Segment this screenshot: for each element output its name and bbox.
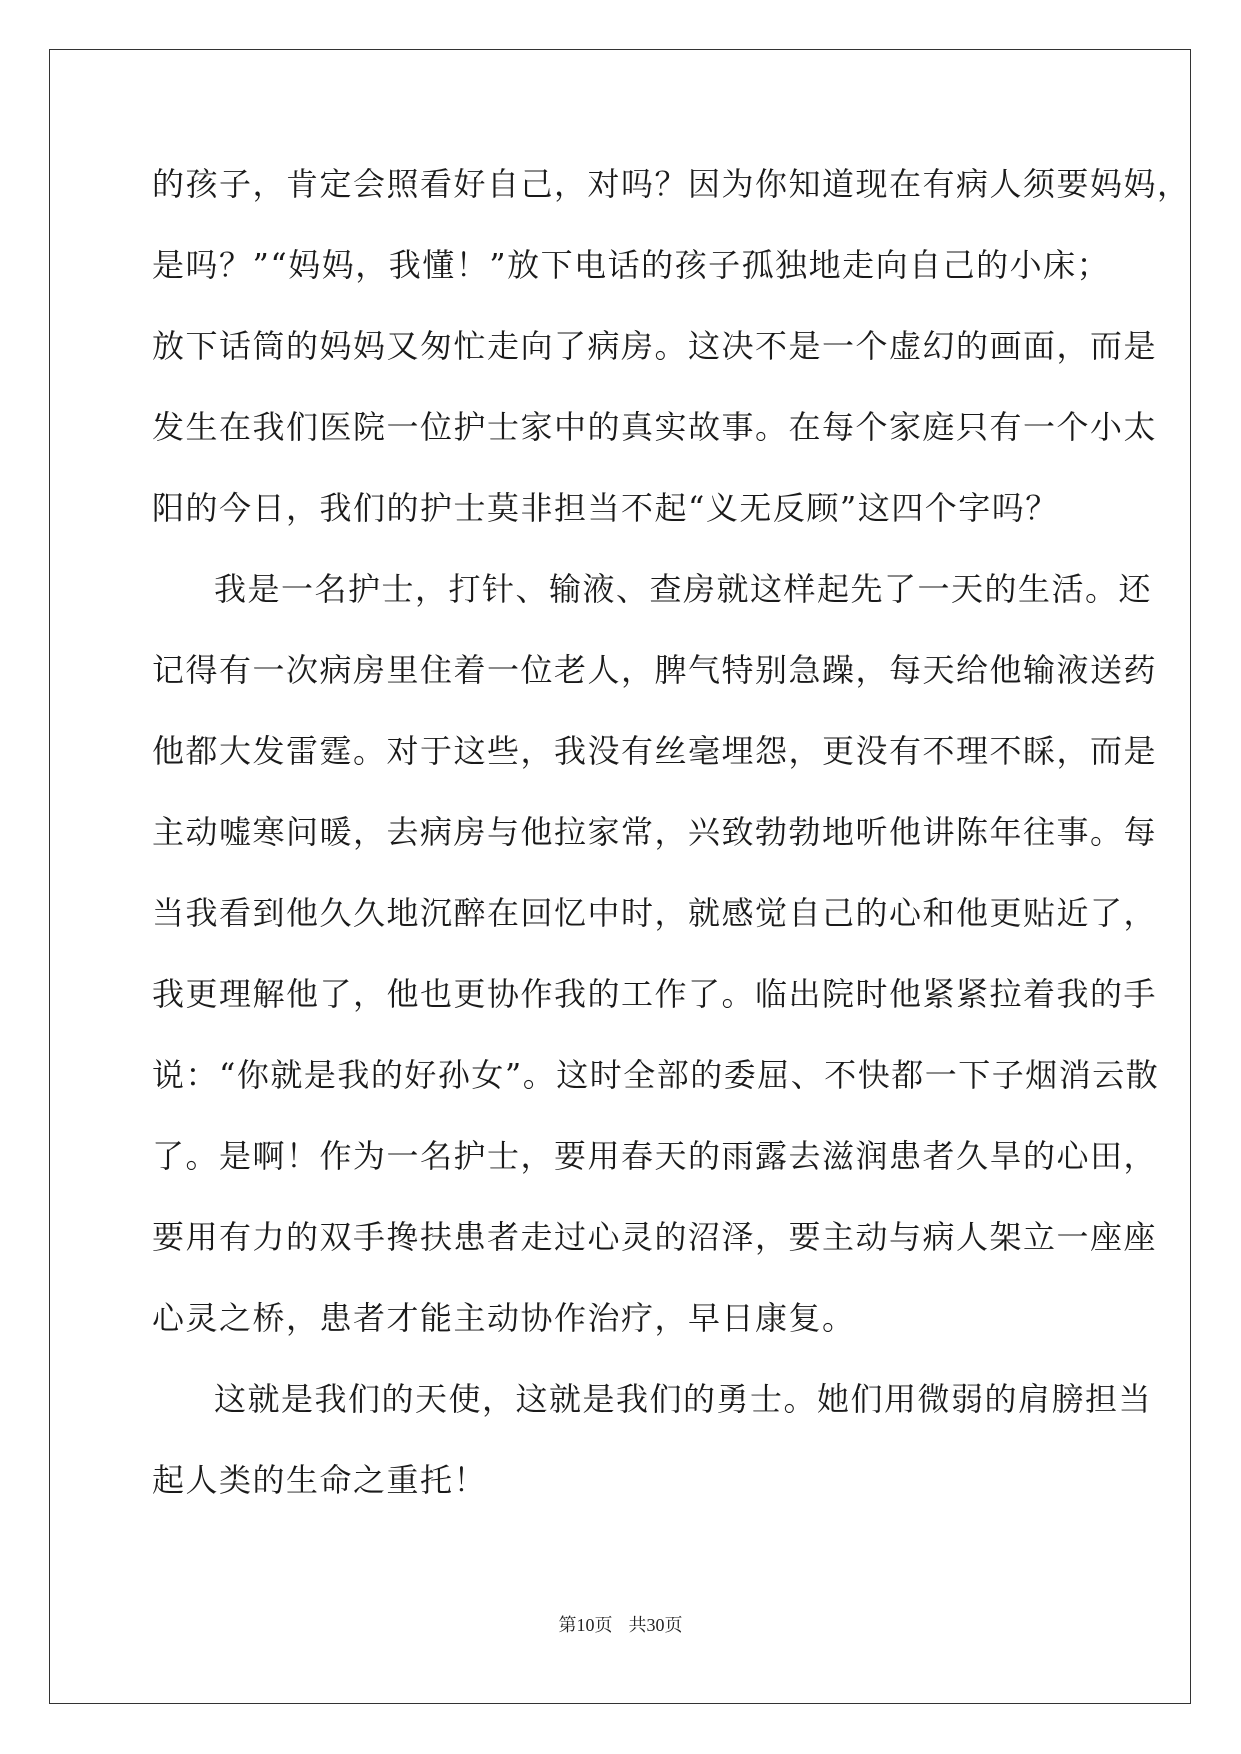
paragraph-start-line: 我是一名护士，打针、输液、查房就这样起先了一天的生活。还 [214, 570, 1153, 608]
text-line: 要用有力的双手搀扶患者走过心灵的沼泽，要主动与病人架立一座座 [152, 1218, 1158, 1256]
text-line: 主动嘘寒问暖，去病房与他拉家常，兴致勃勃地听他讲陈年往事。每 [152, 813, 1158, 851]
text-line: 阳的今日，我们的护士莫非担当不起“义无反顾”这四个字吗？ [152, 489, 1059, 527]
page-footer [0, 1611, 1241, 1637]
text-line: 放下话筒的妈妈又匆忙走向了病房。这决不是一个虚幻的画面，而是 [152, 327, 1158, 365]
text-line: 说：“你就是我的好孙女”。这时全部的委屈、不快都一下子烟消云散 [152, 1056, 1160, 1094]
text-line: 当我看到他久久地沉醉在回忆中时，就感觉自己的心和他更贴近了， [152, 894, 1158, 932]
text-line: 起人类的生命之重托！ [152, 1461, 488, 1499]
text-line: 发生在我们医院一位护士家中的真实故事。在每个家庭只有一个小太 [152, 408, 1158, 446]
document-body [152, 160, 1191, 1537]
text-line: 他都大发雷霆。对于这些，我没有丝毫埋怨，更没有不理不睬，而是 [152, 732, 1158, 770]
text-line: 了。是啊！作为一名护士，要用春天的雨露去滋润患者久旱的心田， [152, 1137, 1158, 1175]
text-line: 心灵之桥，患者才能主动协作治疗，早日康复。 [152, 1299, 856, 1337]
text-line: 我更理解他了，他也更协作我的工作了。临出院时他紧紧拉着我的手 [152, 975, 1158, 1013]
page-total: 共30页 [628, 1615, 683, 1635]
page-number: 第10页 [558, 1615, 613, 1635]
paragraph-start-line: 这就是我们的天使，这就是我们的勇士。她们用微弱的肩膀担当 [214, 1380, 1153, 1418]
text-line: 是吗？”“妈妈，我懂！”放下电话的孩子孤独地走向自己的小床； [152, 246, 1111, 284]
text-line: 记得有一次病房里住着一位老人，脾气特别急躁，每天给他输液送药 [152, 651, 1158, 689]
text-line: 的孩子，肯定会照看好自己，对吗？因为你知道现在有病人须要妈妈， [152, 165, 1191, 203]
